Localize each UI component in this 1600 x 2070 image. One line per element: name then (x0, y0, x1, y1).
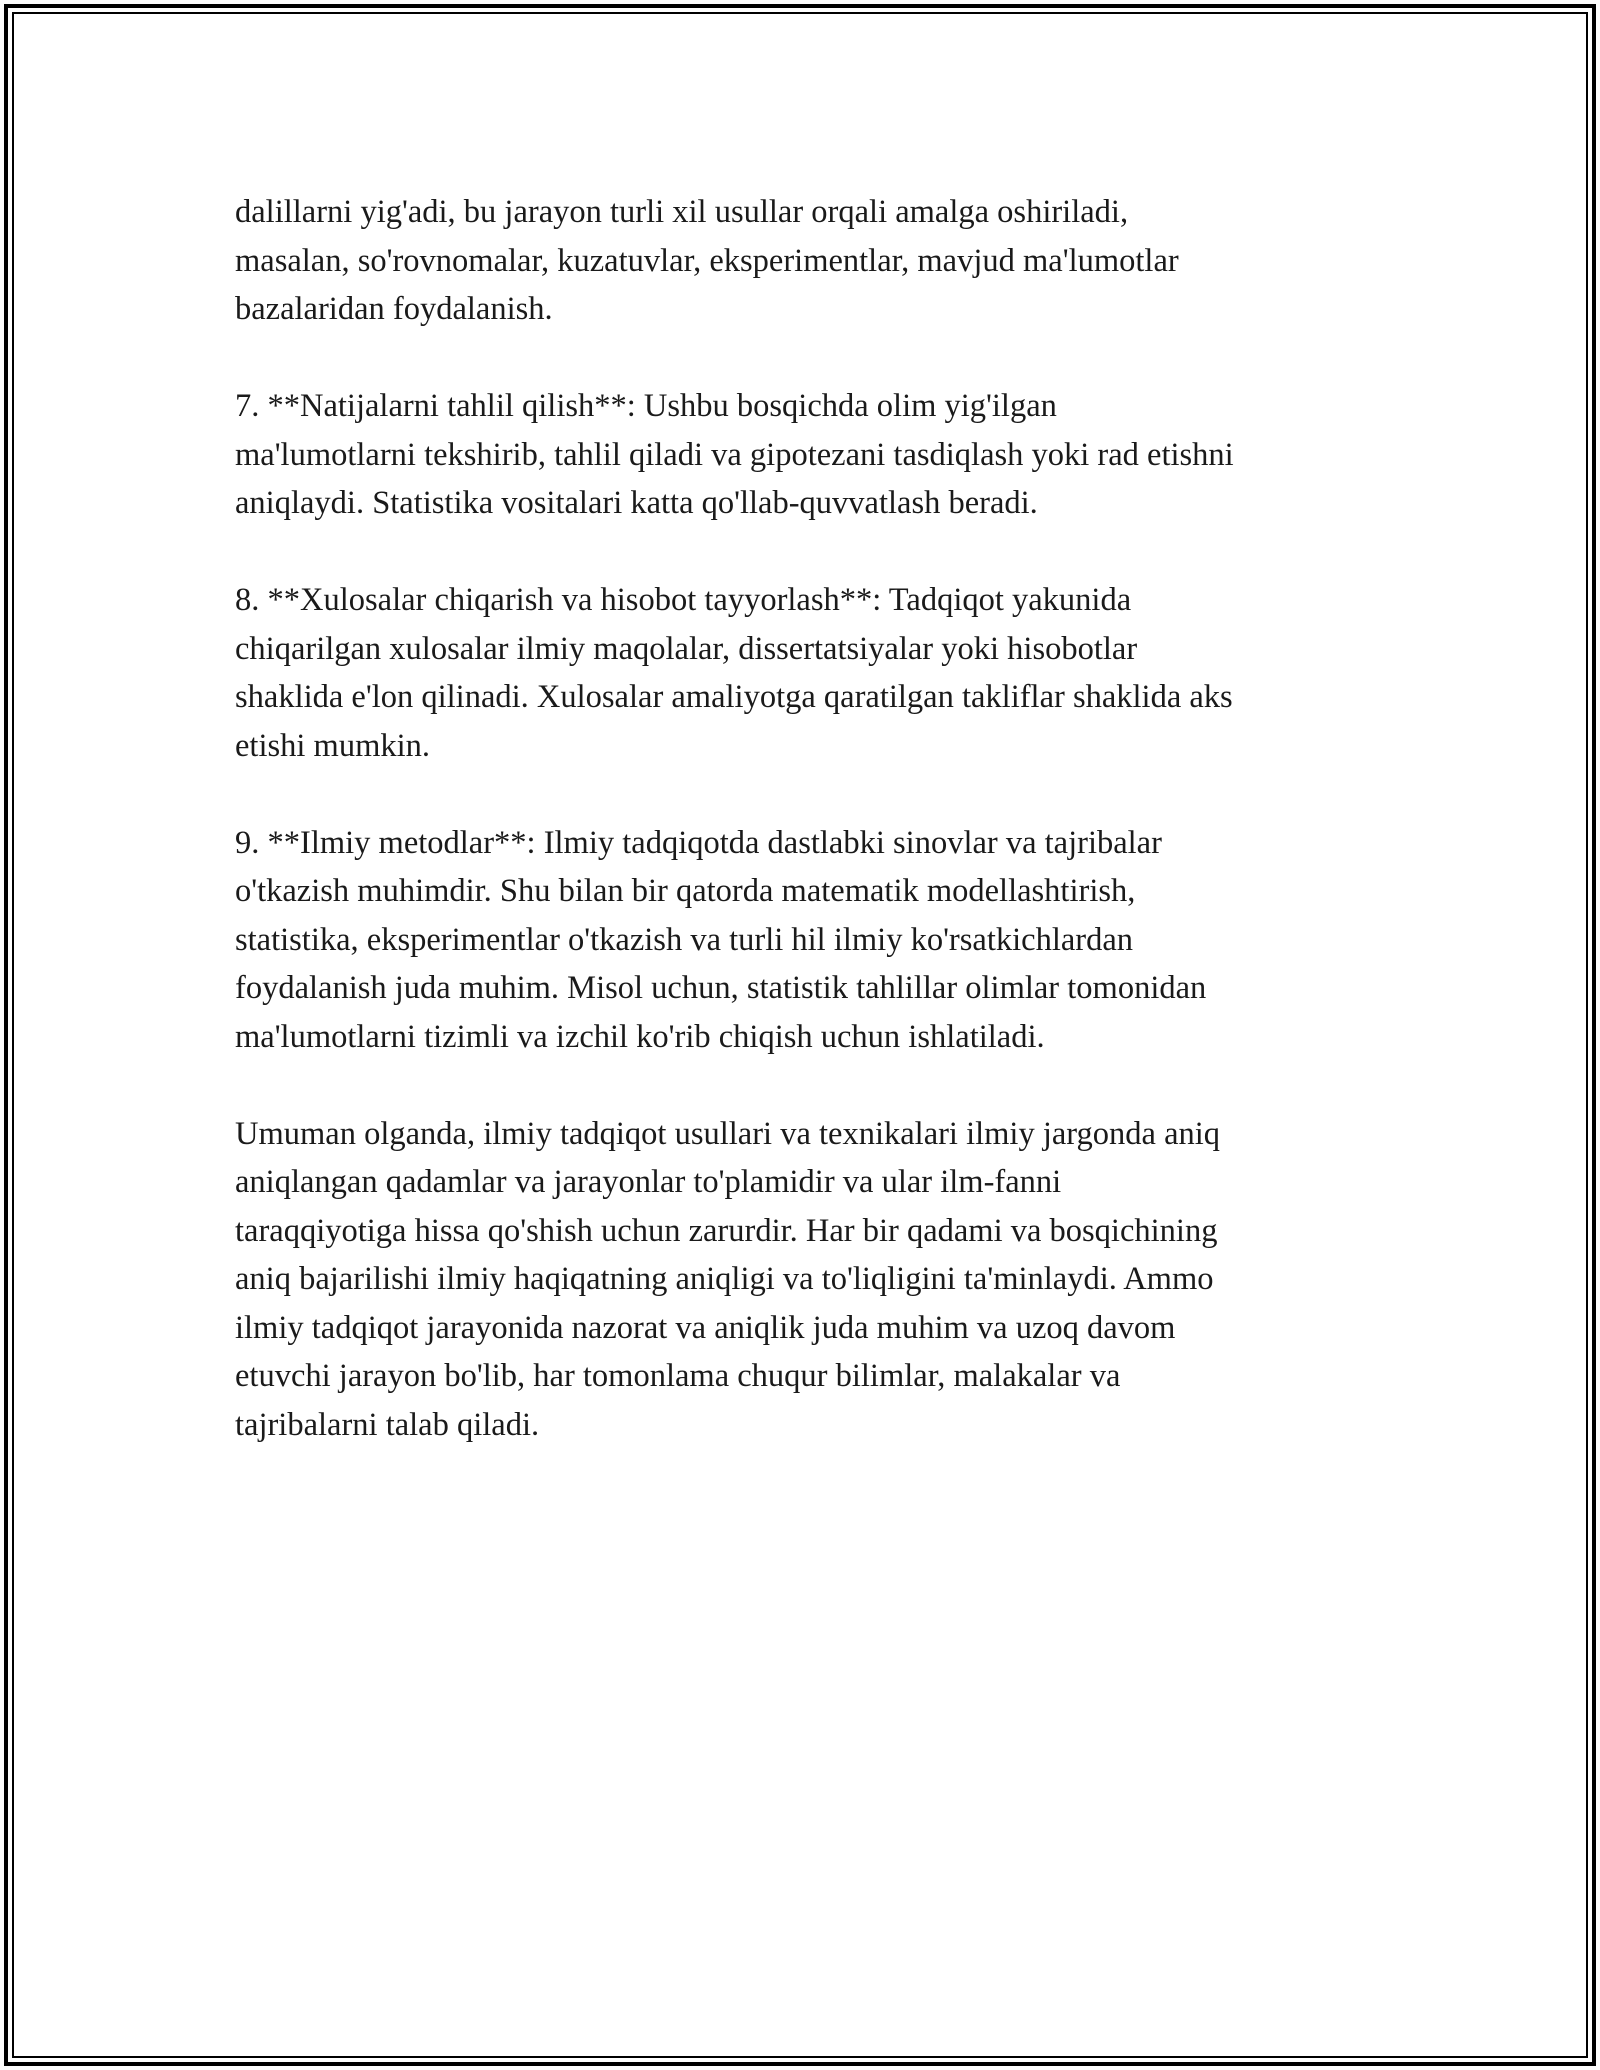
text-line: 7. **Natijalarni tahlil qilish**: Ushbu bosqichda olim yig'ilgan (235, 388, 1057, 424)
text-line: shaklida e'lon qilinadi. Xulosalar amaliyotga qaratilgan takliflar shaklida aks (235, 679, 1233, 715)
paragraph-item-9 (235, 819, 1375, 1062)
paragraph-item-7 (235, 382, 1375, 528)
text-line: etishi mumkin. (235, 727, 430, 764)
text-line: Umuman olganda, ilmiy tadqiqot usullari va texnikalari ilmiy jargonda aniq (235, 1115, 1221, 1152)
text-line: ilmiy tadqiqot jarayonida nazorat va aniqlik juda muhim va uzoq davom (235, 1309, 1176, 1346)
text-line: 8. **Xulosalar chiqarish va hisobot tayyorlash**: Tadqiqot yakunida (235, 582, 1132, 618)
text-line: masalan, so'rovnomalar, kuzatuvlar, eksperimentlar, mavjud ma'lumotlar (235, 242, 1179, 279)
text-line: aniq bajarilishi ilmiy haqiqatning aniqligi va to'liqligini ta'minlaydi. Ammo (235, 1261, 1214, 1297)
text-line: tajribalarni talab qiladi. (235, 1406, 540, 1443)
text-line: etuvchi jarayon bo'lib, har tomonlama chuqur bilimlar, malakalar va (235, 1358, 1121, 1394)
text-line: foydalanish juda muhim. Misol uchun, statistik tahlillar olimlar tomonidan (235, 970, 1207, 1006)
text-line: 9. **Ilmiy metodlar**: Ilmiy tadqiqotda dastlabki sinovlar va tajribalar (235, 824, 1162, 861)
document-body (235, 188, 1375, 1498)
paragraph-data-collection (235, 188, 1375, 334)
text-line: chiqarilgan xulosalar ilmiy maqolalar, dissertatsiyalar yoki hisobotlar (235, 630, 1138, 667)
text-line: dalillarni yig'adi, bu jarayon turli xil usullar orqali amalga oshiriladi, (235, 194, 1129, 230)
paragraph-conclusion (235, 1110, 1375, 1450)
text-line: aniqlaydi. Statistika vositalari katta qo'llab-quvvatlash beradi. (235, 485, 1038, 521)
text-line: aniqlangan qadamlar va jarayonlar to'plamidir va ular ilm-fanni (235, 1164, 1062, 1200)
text-line: ma'lumotlarni tizimli va izchil ko'rib chiqish uchun ishlatiladi. (235, 1018, 1045, 1055)
text-line: ma'lumotlarni tekshirib, tahlil qiladi va gipotezani tasdiqlash yoki rad etishni (235, 436, 1234, 473)
paragraph-item-8 (235, 576, 1375, 770)
text-line: o'tkazish muhimdir. Shu bilan bir qatorda matematik modellashtirish, (235, 873, 1136, 909)
text-line: bazalaridan foydalanish. (235, 291, 553, 327)
text-line: statistika, eksperimentlar o'tkazish va turli hil ilmiy ko'rsatkichlardan (235, 921, 1134, 958)
text-line: taraqqiyotiga hissa qo'shish uchun zarurdir. Har bir qadami va bosqichining (235, 1212, 1218, 1249)
